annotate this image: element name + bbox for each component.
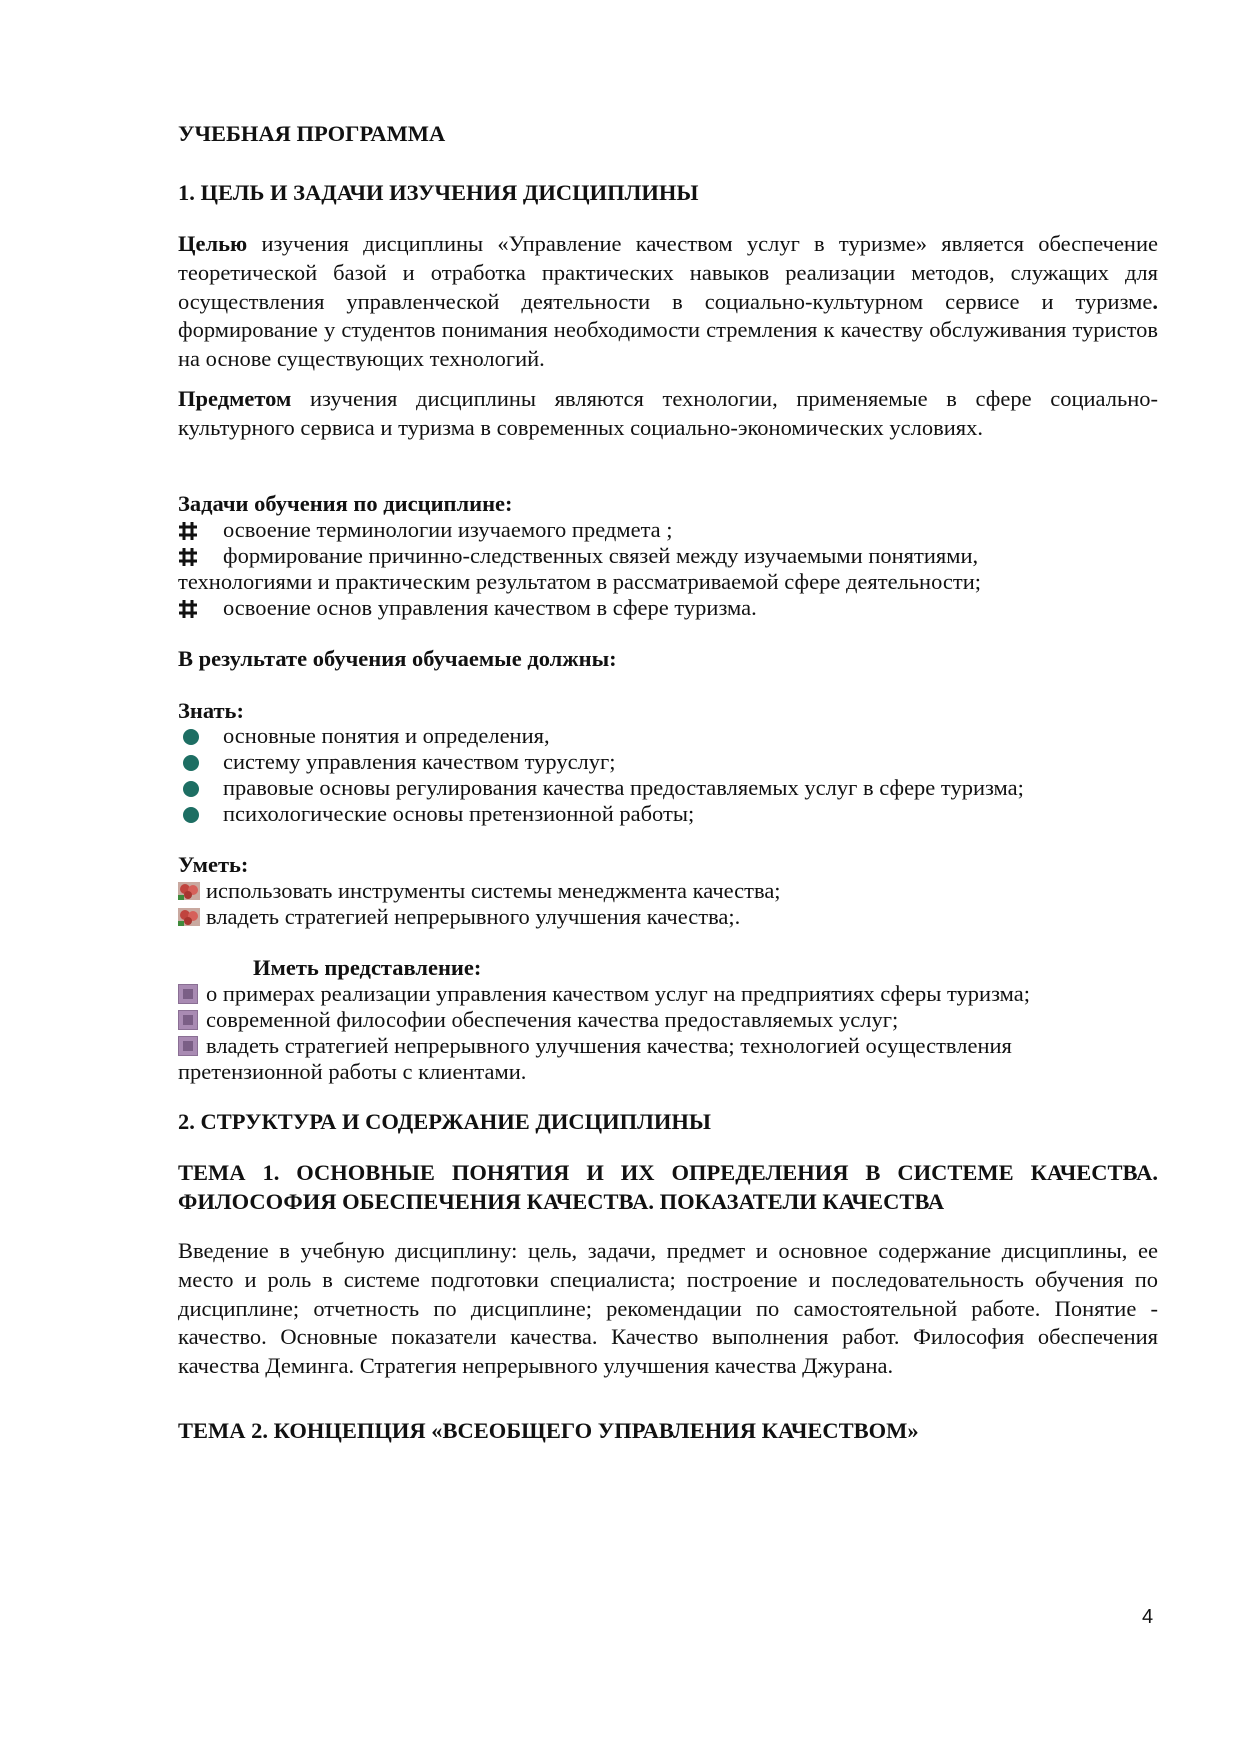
square-bullet-icon	[178, 1036, 198, 1056]
can-title: Уметь:	[178, 852, 249, 877]
goal-dot: .	[1152, 288, 1158, 314]
topic-1-text: Введение в учебную дисциплину: цель, задачи, предмет и основное содержание дисциплины, ее место и роль в системе подготовки специалиста; построение и последовательность обучения по дисциплине; отчетность по дисциплине; рекомендации по самостоятельной работе. Понятие - качество. Основные показатели качества. Качество выполнения работ. Философия обеспечения качества Деминга. Стратегия непрерывного улучшения качества Джурана.	[178, 1238, 1158, 1379]
subject-text: изучения дисциплины являются технологии, применяемые в сфере социально-культурного сервиса и туризма в современных социально-экономических условиях.	[178, 386, 1158, 440]
topic-1-title: ТЕМА 1. ОСНОВНЫЕ ПОНЯТИЯ И ИХ ОПРЕДЕЛЕНИЯ В СИСТЕМЕ КАЧЕСТВА. ФИЛОСОФИЯ ОБЕСПЕЧЕНИЯ КАЧЕСТВА. ПОКАЗАТЕЛИ КАЧЕСТВА	[178, 1160, 1158, 1214]
section-2-title: 2. СТРУКТУРА И СОДЕРЖАНИЕ ДИСЦИПЛИНЫ	[178, 1109, 711, 1134]
task-continuation: технологиями и практическим результатом в рассматриваемой сфере деятельности;	[178, 569, 982, 594]
goal-lead: Целью	[178, 231, 248, 256]
topic-2-title: ТЕМА 2. КОНЦЕПЦИЯ «ВСЕОБЩЕГО УПРАВЛЕНИЯ КАЧЕСТВОМ»	[178, 1418, 919, 1443]
goal-tail: формирование у студентов понимания необходимости стремления к качеству обслуживания туристов на основе существующих технологий.	[178, 317, 1158, 372]
goal-paragraph	[178, 230, 1158, 374]
round-bullet-icon	[183, 729, 199, 745]
round-bullet-icon	[183, 781, 199, 797]
hash-bullet-icon	[178, 599, 198, 619]
round-bullet-icon	[183, 807, 199, 823]
square-bullet-icon	[178, 984, 198, 1004]
subject-paragraph	[178, 385, 1158, 443]
idea-continuation: претензионной работы с клиентами.	[178, 1059, 527, 1084]
flower-bullet-icon	[178, 908, 200, 926]
subject-lead: Предметом	[178, 386, 292, 411]
goal-text: изучения дисциплины «Управление качеством услуг в туризме» является обеспечение теоретической базой и отработка практических навыков реализации методов, служащих для осуществления управленческой деятельности в социально-культурном сервисе и туризме	[178, 231, 1158, 314]
idea-title: Иметь представление:	[253, 955, 482, 980]
hash-bullet-icon	[178, 547, 198, 567]
hash-bullet-icon	[178, 521, 198, 541]
know-title: Знать:	[178, 698, 244, 723]
square-bullet-icon	[178, 1010, 198, 1030]
results-title: В результате обучения обучаемые должны:	[178, 646, 617, 671]
round-bullet-icon	[183, 755, 199, 771]
flower-bullet-icon	[178, 882, 200, 900]
page-number: 4	[1142, 1606, 1154, 1628]
document-heading: УЧЕБНАЯ ПРОГРАММА	[178, 121, 446, 146]
tasks-title: Задачи обучения по дисциплине:	[178, 491, 513, 516]
section-1-title: 1. ЦЕЛЬ И ЗАДАЧИ ИЗУЧЕНИЯ ДИСЦИПЛИНЫ	[178, 180, 699, 205]
